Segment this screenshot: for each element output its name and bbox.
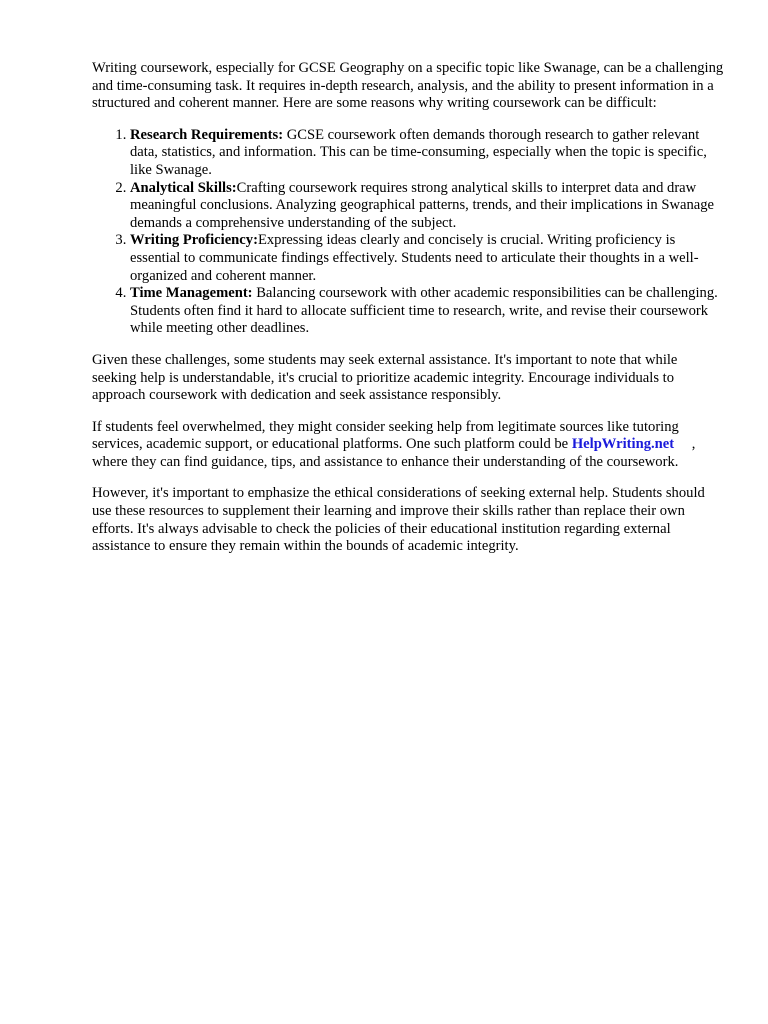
list-item [130,232,724,285]
reason-term: Writing Proficiency: [130,232,258,249]
ethics-paragraph: However, it's important to emphasize the ethical considerations of seeking external help. Students should use these resources to supplement their learning and improve their skills rather than replace their own efforts. It's always advisable to check the policies of their educational institution regarding external assistance to ensure they remain within the bounds of academic integrity. [92,485,705,555]
reason-text: Expressing ideas clearly and concisely is crucial. Writing proficiency is essential to communicate findings effectively. Students need to articulate their thoughts in a well-organized and coherent manner. [130,232,699,284]
platform-text-before: If students feel overwhelmed, they might consider seeking help from legitimate sources like tutoring services, academic support, or educational platforms. One such platform could be [92,418,679,453]
helpwriting-link[interactable]: HelpWriting.net [571,436,675,453]
reason-term: Research Requirements: [130,126,284,143]
reasons-list [92,127,724,338]
assistance-paragraph: Given these challenges, some students may seek external assistance. It's important to note that while seeking help is understandable, it's crucial to prioritize academic integrity. Encourage individuals to approach coursework with dedication and seek assistance responsibly. [92,351,678,404]
reason-term: Analytical Skills: [130,179,237,196]
reason-text: Crafting coursework requires strong analytical skills to interpret data and draw meaningful conclusions. Analyzing geographical patterns, trends, and their implications in Swanage demands a comprehensive understanding of the subject. [130,179,715,231]
document-page [92,60,724,570]
platform-text-after: , where they can find guidance, tips, and assistance to enhance their understanding of the coursework. [92,436,696,470]
reason-text: GCSE coursework often demands thorough research to gather relevant data, statistics, and information. This can be time-consuming, especially when the topic is specific, like Swanage. [130,126,707,178]
reason-term: Time Management: [130,285,253,302]
list-item [130,285,724,338]
intro-paragraph: Writing coursework, especially for GCSE Geography on a specific topic like Swanage, can be a challenging and time-consuming task. It requires in-depth research, analysis, and the ability to present information in a structured and coherent manner. Here are some reasons why writing coursework can be difficult: [92,60,724,112]
list-item [130,180,724,233]
platform-paragraph [92,419,724,472]
reason-text: Balancing coursework with other academic responsibilities can be challenging. Students often find it hard to allocate sufficient time to research, write, and revise their coursework while meeting other deadlines. [130,285,718,337]
list-item [130,127,724,180]
